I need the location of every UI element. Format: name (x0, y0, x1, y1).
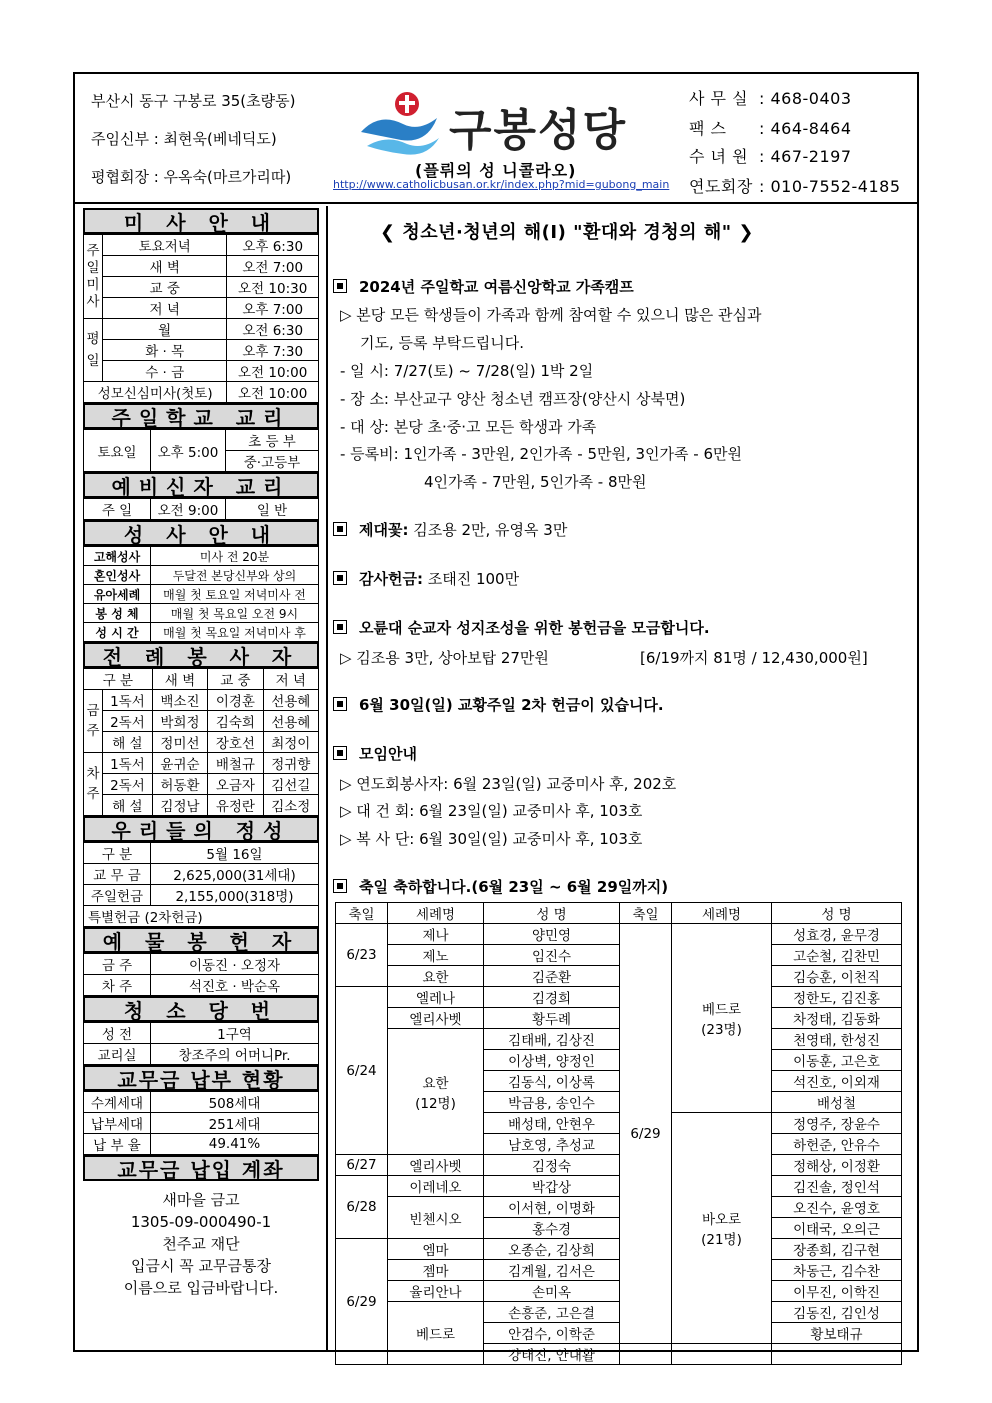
table-row: 6/23 제나 양민영 6/29 베드로 (23명) 성효경, 윤무경 (336, 924, 902, 945)
contact-fax: 팩 스 : 464-8464 (689, 119, 852, 138)
church-title: 구봉성당 (449, 105, 628, 156)
left-column (83, 208, 319, 1299)
contact-funeral: 연도회장 : 010-7552-4185 (689, 177, 901, 196)
donor-table: 금 주 이동진 · 오정자 차 주 석진호 · 박순옥 (83, 953, 319, 996)
altar-flower: 제대꽃: 김조용 2만, 유영옥 3만 (333, 519, 567, 540)
camp-heading: 2024년 주일학교 여름신앙학교 가족캠프 (333, 276, 634, 297)
contact-convent: 수 녀 원 : 467-2197 (689, 147, 852, 166)
catechumen-table: 주 일 오전 9:00 일 반 (83, 498, 319, 520)
table-row: 요한 (12명) 김태배, 김상진 천영태, 한성진 (336, 1029, 902, 1050)
mass-table: 주 일 미 사 토요저녁 오후 6:30 새 벽 오전 7:00 교 중 오전 10:30 저 녁 오후 7:00 평 일 월 오전 6:30 화 · 목 오후 7:30 수 · 금 오전 10:00 성모신심미사(첫토) 오전 10:00 (83, 234, 319, 403)
table-row: 6/29 엠마 오종순, 김상희 장종희, 김구현 (336, 1239, 902, 1260)
sunday-school-table: 토요일 오후 5:00 초 등 부 중·고등부 (83, 429, 319, 472)
tithe-table: 수계세대 508세대 납부세대 251세대 납 부 율 49.41% (83, 1091, 319, 1155)
martyr-line: ▷ 김조용 3만, 상아보탑 27만원 (340, 649, 549, 667)
camp-fee: 4인가족 - 7만원, 5인가족 - 8만원 (424, 473, 647, 491)
mass-title: 미 사 안 내 (83, 208, 319, 234)
thanks-offering: 감사헌금: 조태진 100만 (333, 568, 519, 589)
servers-table: 구 분 새 벽 교 중 저 녁 금 주 1독서 백소진 이경훈 선용혜 2독서 박희정 김숙희 선용혜 해 설 정미선 장호선 최정이 차 주 1독서 윤귀순 배철규 정귀향 2독서 허동환 오금자 김선길 해 설 김정남 유정란 김소정 (83, 668, 319, 816)
tithe-title: 교무금 납부 현황 (83, 1065, 319, 1091)
table-row: 빈첸시오 이서현, 이명화 오진수, 윤영호 (336, 1197, 902, 1218)
sacrament-title: 성 사 안 내 (83, 520, 319, 546)
martyr-total: [6/19까지 81명 / 12,430,000원] (640, 649, 868, 667)
servers-title: 전 례 봉 사 자 (83, 642, 319, 668)
table-row: 젬마 김계월, 김서은 차동근, 김수찬 (336, 1260, 902, 1281)
table-row: 홍수경 이태국, 오의근 (336, 1218, 902, 1239)
table-row: 김동식, 이상록 석진호, 이외재 (336, 1071, 902, 1092)
table-row: 축일 세례명 성 명 축일 세례명 성 명 (336, 903, 902, 924)
camp-target: - 대 상: 본당 초·중·고 모든 학생과 가족 (340, 418, 597, 436)
martyr-heading: 오륜대 순교자 성지조성을 위한 봉헌금을 모금합니다. (333, 617, 710, 638)
camp-place: - 장 소: 부산교구 양산 청소년 캠프장(양산시 상북면) (340, 390, 686, 408)
table-row: 박금용, 송인수 배성철 (336, 1092, 902, 1113)
camp-date: - 일 시: 7/27(토) ~ 7/28(일) 1박 2일 (340, 362, 594, 380)
feast-table (335, 902, 902, 1365)
sacrament-table: 고해성사 미사 전 20분 혼인성사 두달전 본당신부와 상의 유아세례 매월 첫 토요일 저녁미사 전 봉 성 체 매월 첫 목요일 오전 9시 성 시 간 매월 첫 목요일 저녁미사 후 (83, 546, 319, 642)
column-divider (326, 206, 328, 1352)
table-row: 6/28 이레네오 박갑상 김진솔, 정인석 (336, 1176, 902, 1197)
camp-fee: - 등록비: 1인가족 - 3만원, 2인가족 - 5만원, 3인가족 - 6만원 (340, 445, 743, 463)
council-president: 평협회장 : 우옥숙(마르가리따) (91, 168, 292, 186)
pastor: 주임신부 : 최현욱(베네딕도) (91, 130, 277, 148)
address: 부산시 동구 구봉로 35(초량동) (91, 92, 296, 110)
table-row: 요한 김준환 김승훈, 이천직 (336, 966, 902, 987)
table-row: 강태진, 안대활 (336, 1344, 902, 1365)
offering-table: 구 분 5월 16일 교 무 금 2,625,000(31세대) 주일헌금 2,155,000(318명) 특별헌금 (2차헌금) (83, 842, 319, 927)
church-logo-icon (357, 88, 443, 160)
year-theme-title: ❮ 청소년·청년의 해(Ⅰ) "환대와 경청의 해" ❯ (380, 222, 754, 243)
sunday-school-title: 주일학교 교리 (83, 403, 319, 429)
meeting-item: ▷ 연도회봉사자: 6월 23일(일) 교중미사 후, 202호 (340, 775, 677, 793)
meeting-item: ▷ 대 건 회: 6월 23일(일) 교중미사 후, 103호 (340, 802, 643, 820)
table-row: 남호영, 추성교 하헌준, 안유수 (336, 1134, 902, 1155)
meeting-heading: 모임안내 (333, 743, 417, 764)
donor-title: 예 물 봉 헌 자 (83, 927, 319, 953)
offering-title: 우리들의 정성 (83, 816, 319, 842)
table-row: 안검수, 이학준 황보태규 (336, 1323, 902, 1344)
church-subtitle: (플뤼의 성 니콜라오) (415, 161, 577, 180)
pope-sunday-notice: 6월 30일(일) 교황주일 2차 헌금이 있습니다. (333, 694, 664, 715)
table-row: 6/27 엘리사벳 김정숙 정해상, 이정환 (336, 1155, 902, 1176)
table-row: 6/24 엘레나 김경희 정한도, 김진홍 (336, 987, 902, 1008)
meeting-item: ▷ 복 사 단: 6월 30일(일) 교중미사 후, 103호 (340, 830, 643, 848)
table-row: 엘리사벳 황두례 차정태, 김동화 (336, 1008, 902, 1029)
feast-heading: 축일 축하합니다.(6월 23일 ~ 6월 29일까지) (333, 876, 668, 897)
catechumen-title: 예비신자 교리 (83, 472, 319, 498)
camp-line: ▷ 본당 모든 학생들이 가족과 함께 참여할 수 있으니 많은 관심과 (340, 306, 762, 324)
header (75, 74, 917, 204)
website-link[interactable]: http://www.catholicbusan.or.kr/index.php?mid=gubong_main (333, 178, 670, 191)
account-title: 교무금 납입 계좌 (83, 1155, 319, 1181)
table-row: 배성태, 안현우 바오로 (21명) 정영주, 장윤수 (336, 1113, 902, 1134)
table-row: 율리안나 손미옥 이무진, 이학진 (336, 1281, 902, 1302)
contact-office: 사 무 실 : 468-0403 (689, 89, 852, 108)
cleaning-title: 청 소 당 번 (83, 996, 319, 1022)
account-info: 새마을 금고 1305-09-000490-1 천주교 재단 입금시 꼭 교무금통장 이름으로 입금바랍니다. (123, 1191, 279, 1297)
table-row: 이상벽, 양정인 이동훈, 고은호 (336, 1050, 902, 1071)
table-row: 제노 임진수 고순철, 김찬민 (336, 945, 902, 966)
table-row: 베드로 손흥준, 고은결 김동진, 김인성 (336, 1302, 902, 1323)
cleaning-table: 성 전 1구역 교리실 창조주의 어머니Pr. (83, 1022, 319, 1065)
camp-line: 기도, 등록 부탁드립니다. (360, 334, 524, 352)
